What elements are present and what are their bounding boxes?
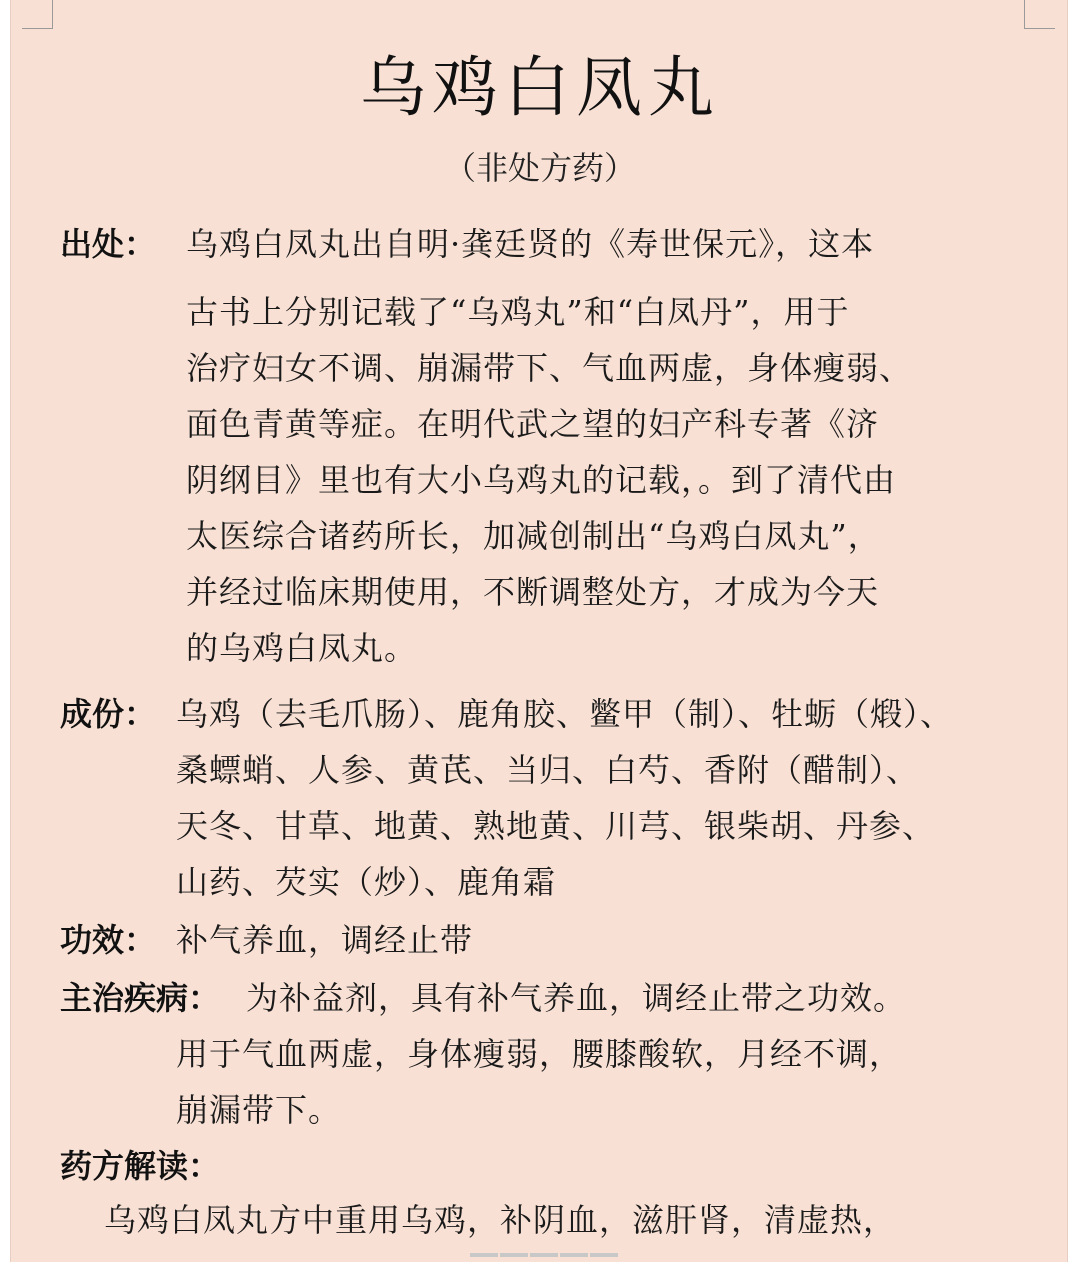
indications-line: 崩漏带下。 [176,1091,342,1129]
ingredients-line: 桑螵蛸、人参、黄芪、当归、白芍、香附（醋制）、 [176,751,920,789]
source-line: 古书上分别记载了“乌鸡丸”和“白凤丹”，用于 [186,293,850,331]
indications-label: 主治疾病： [60,979,221,1017]
indications-line: 为补益剂，具有补气养血，调经止带之功效。 [246,979,907,1017]
ingredients-line: 天冬、甘草、地黄、熟地黄、川芎、银柴胡、丹参、 [176,807,936,845]
page-corner-mark-top-right [1024,0,1055,29]
ingredients-line: 山药、芡实（炒）、鹿角霜 [176,863,557,901]
page-indicator-dot [470,1253,498,1257]
interpretation-label: 药方解读： [60,1147,221,1185]
page-indicator-dot [530,1253,558,1257]
efficacy-label: 功效： [60,921,157,959]
ingredients-label: 成份： [60,695,157,733]
document-subtitle: （非处方药） [443,149,636,187]
page-indicator-dot [560,1253,588,1257]
source-line: 的乌鸡白凤丸。 [186,629,418,667]
source-line: 阴纲目》里也有大小乌鸡丸的记载，。到了清代由 [186,461,897,499]
page-corner-mark-top-left [22,0,53,29]
page-indicator-dot [500,1253,528,1257]
source-line: 治疗妇女不调、崩漏带下、气血两虚，身体瘦弱、 [186,349,913,387]
source-line: 太医综合诸药所长，加减创制出“乌鸡白凤丸”， [186,517,881,555]
ingredients-line: 乌鸡（去毛爪肠）、鹿角胶、鳖甲（制）、牡蛎（煅）、 [176,695,954,733]
page-indicator [470,1246,620,1258]
source-line: 面色青黄等症。在明代武之望的妇产科专著《济 [186,405,880,443]
source-label: 出处： [60,225,157,263]
source-line: 乌鸡白凤丸出自明·龚廷贤的《寿世保元》，这本 [186,225,875,263]
efficacy-text: 补气养血，调经止带 [176,921,474,959]
page-indicator-dot [590,1253,618,1257]
interpretation-line: 乌鸡白凤丸方中重用乌鸡，补阴血，滋肝肾，清虚热， [104,1201,897,1239]
document-title: 乌鸡白凤丸 [360,49,720,126]
indications-line: 用于气血两虚，身体瘦弱，腰膝酸软，月经不调， [176,1035,903,1073]
source-line: 并经过临床期使用，不断调整处方，才成为今天 [186,573,880,611]
